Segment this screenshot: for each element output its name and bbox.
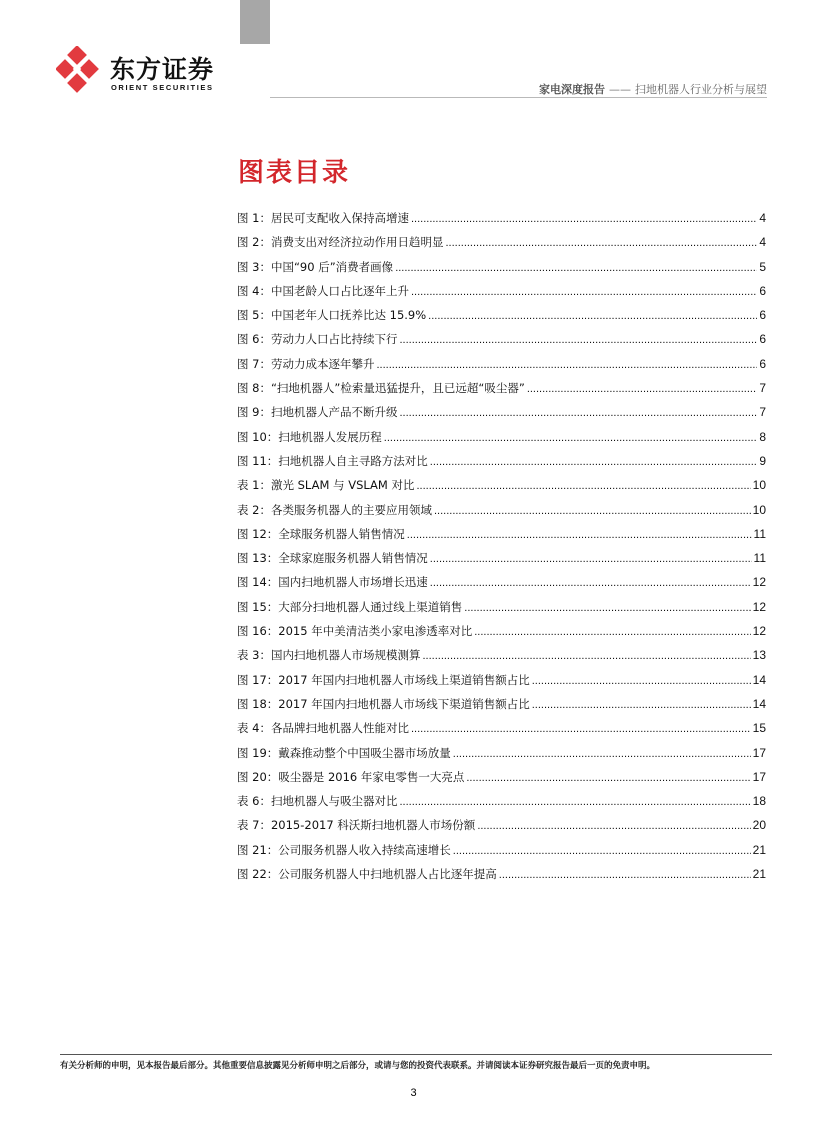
toc-entry-page: 18 (752, 794, 766, 809)
toc-entry[interactable] (237, 574, 766, 598)
toc-entry-label: 表 4：各品牌扫地机器人性能对比 (237, 721, 409, 736)
toc-entry-label: 图 7：劳动力成本逐年攀升 (237, 356, 375, 371)
toc-title: 图表目录 (238, 158, 351, 188)
toc-entry-page: 10 (752, 478, 766, 493)
toc-entry-page: 12 (752, 575, 766, 590)
toc-entry-label: 图 6：劳动力人口占比持续下行 (237, 332, 398, 347)
toc-dot-leader (474, 626, 750, 638)
toc-entry-page: 17 (752, 769, 766, 784)
toc-entry-label: 图 13：全球家庭服务机器人销售情况 (237, 551, 428, 566)
toc-dot-leader (411, 213, 757, 225)
header-dash: —— (609, 83, 631, 96)
toc-entry[interactable] (237, 769, 766, 793)
toc-entry-label: 图 22：公司服务机器人中扫地机器人占比逐年提高 (237, 867, 497, 882)
logo-chinese-name: 东方证券 (110, 55, 215, 84)
logo-mark-icon (56, 46, 108, 94)
toc-dot-leader (453, 748, 751, 760)
toc-entry-label: 图 3：中国“90 后”消费者画像 (237, 259, 394, 274)
toc-dot-leader (384, 432, 758, 444)
toc-dot-leader (430, 553, 752, 565)
toc-entry-page: 14 (752, 672, 766, 687)
toc-entry-page: 14 (752, 696, 766, 711)
toc-entry-label: 图 5：中国老年人口抚养比达 15.9% (237, 308, 427, 323)
toc-dot-leader (532, 699, 751, 711)
toc-dot-leader (434, 505, 751, 517)
toc-dot-leader (430, 456, 758, 468)
toc-entry-page: 6 (759, 356, 766, 371)
toc-dot-leader (395, 262, 757, 274)
toc-entry-page: 7 (759, 381, 766, 396)
toc-dot-leader (499, 869, 751, 881)
toc-entry[interactable] (237, 842, 766, 866)
toc-dot-leader (376, 359, 757, 371)
toc-entry-page: 12 (752, 599, 766, 614)
toc-entry[interactable] (237, 720, 766, 744)
page-number: 3 (410, 1087, 417, 1099)
toc-entry-page: 8 (759, 429, 766, 444)
toc-dot-leader (428, 310, 757, 322)
toc-entry-label: 图 11：扫地机器人自主寻路方法对比 (237, 453, 428, 468)
toc-entry[interactable] (237, 599, 766, 623)
toc-entry[interactable] (237, 307, 766, 331)
toc-entry[interactable] (237, 672, 766, 696)
toc-entry-label: 图 20：吸尘器是 2016 年家电零售一大亮点 (237, 769, 465, 784)
toc-entry-label: 图 17：2017 年国内扫地机器人市场线上渠道销售额占比 (237, 672, 530, 687)
toc-entry-label: 图 8：“扫地机器人”检索量迅猛提升，且已远超“吸尘器” (237, 381, 525, 396)
toc-entry-page: 4 (759, 235, 766, 250)
toc-entry-label: 图 15：大部分扫地机器人通过线上渠道销售 (237, 599, 463, 614)
toc-entry-label: 图 21：公司服务机器人收入持续高速增长 (237, 842, 451, 857)
toc-entry-label: 表 6：扫地机器人与吸尘器对比 (237, 794, 398, 809)
toc-entry-label: 图 9：扫地机器人产品不断升级 (237, 405, 398, 420)
toc-entry-page: 4 (759, 211, 766, 225)
toc-dot-leader (445, 237, 757, 249)
toc-entry-label: 图 4：中国老龄人口占比逐年上升 (237, 283, 409, 298)
toc-dot-leader (407, 529, 752, 541)
toc-entry-page: 11 (753, 551, 766, 566)
toc-dot-leader (477, 820, 750, 832)
toc-entry[interactable] (237, 259, 766, 283)
toc-entry[interactable] (237, 647, 766, 671)
toc-dot-leader (399, 407, 757, 419)
toc-entry-page: 10 (752, 502, 766, 517)
toc-entry[interactable] (237, 866, 766, 890)
toc-entry-label: 图 12：全球服务机器人销售情况 (237, 526, 405, 541)
header-decor-bar (240, 0, 270, 44)
toc-entry-page: 12 (752, 624, 766, 639)
toc-entry[interactable] (237, 793, 766, 817)
toc-list (237, 210, 766, 890)
toc-entry[interactable] (237, 817, 766, 841)
toc-entry[interactable] (237, 356, 766, 380)
toc-entry-label: 表 2：各类服务机器人的主要应用领域 (237, 502, 432, 517)
toc-entry-label: 图 19：戴森推动整个中国吸尘器市场放量 (237, 745, 451, 760)
toc-dot-leader (464, 602, 750, 614)
header-divider (270, 97, 767, 98)
toc-dot-leader (466, 772, 750, 784)
toc-entry[interactable] (237, 380, 766, 404)
toc-dot-leader (399, 334, 757, 346)
toc-entry[interactable] (237, 550, 766, 574)
toc-entry-label: 表 7：2015-2017 科沃斯扫地机器人市场份额 (237, 818, 476, 833)
toc-entry[interactable] (237, 453, 766, 477)
toc-entry-page: 9 (759, 453, 766, 468)
toc-dot-leader (416, 480, 750, 492)
toc-entry-page: 13 (752, 648, 766, 663)
toc-entry-page: 20 (752, 818, 766, 833)
toc-entry[interactable] (237, 331, 766, 355)
company-logo (56, 46, 226, 96)
toc-dot-leader (453, 845, 751, 857)
toc-dot-leader (527, 383, 758, 395)
toc-entry-page: 21 (752, 842, 766, 857)
toc-dot-leader (411, 286, 757, 298)
toc-entry-label: 图 16：2015 年中美清洁类小家电渗透率对比 (237, 624, 473, 639)
toc-entry-page: 15 (752, 721, 766, 736)
toc-entry-page: 17 (752, 745, 766, 760)
toc-entry-page: 6 (759, 308, 766, 323)
toc-entry-label: 图 1：居民可支配收入保持高增速 (237, 211, 409, 225)
toc-entry-page: 21 (752, 867, 766, 882)
toc-entry[interactable] (237, 210, 766, 234)
toc-entry-page: 6 (759, 283, 766, 298)
toc-entry-label: 图 18：2017 年国内扫地机器人市场线下渠道销售额占比 (237, 696, 530, 711)
toc-dot-leader (422, 650, 750, 662)
logo-english-name: ORIENT SECURITIES (111, 83, 214, 92)
toc-entry[interactable] (237, 234, 766, 258)
toc-entry-label: 表 1：激光 SLAM 与 VSLAM 对比 (237, 478, 415, 493)
report-subtitle: 扫地机器人行业分析与展望 (635, 83, 767, 96)
toc-dot-leader (430, 577, 751, 589)
report-category: 家电深度报告 (539, 83, 605, 96)
toc-entry[interactable] (237, 283, 766, 307)
toc-entry-page: 5 (759, 259, 766, 274)
toc-dot-leader (399, 796, 750, 808)
toc-entry[interactable] (237, 477, 766, 501)
report-header (539, 81, 767, 97)
toc-entry-label: 图 14：国内扫地机器人市场增长迅速 (237, 575, 428, 590)
toc-entry[interactable] (237, 404, 766, 428)
toc-entry-label: 图 10：扫地机器人发展历程 (237, 429, 382, 444)
toc-entry-label: 表 3：国内扫地机器人市场规模测算 (237, 648, 421, 663)
toc-dot-leader (411, 723, 751, 735)
toc-entry-page: 6 (759, 332, 766, 347)
toc-entry[interactable] (237, 502, 766, 526)
footer-disclaimer: 有关分析师的申明，见本报告最后部分。其他重要信息披露见分析师申明之后部分，或请与您的投资代表联系。并请阅读本证券研究报告最后一页的免责申明。 (60, 1061, 656, 1071)
toc-dot-leader (532, 675, 751, 687)
footer-divider (60, 1054, 772, 1055)
toc-entry-page: 7 (759, 405, 766, 420)
toc-entry[interactable] (237, 526, 766, 550)
toc-entry[interactable] (237, 745, 766, 769)
toc-entry[interactable] (237, 623, 766, 647)
toc-entry-label: 图 2：消费支出对经济拉动作用日趋明显 (237, 235, 444, 250)
toc-entry-page: 11 (753, 526, 766, 541)
toc-entry[interactable] (237, 696, 766, 720)
toc-entry[interactable] (237, 429, 766, 453)
